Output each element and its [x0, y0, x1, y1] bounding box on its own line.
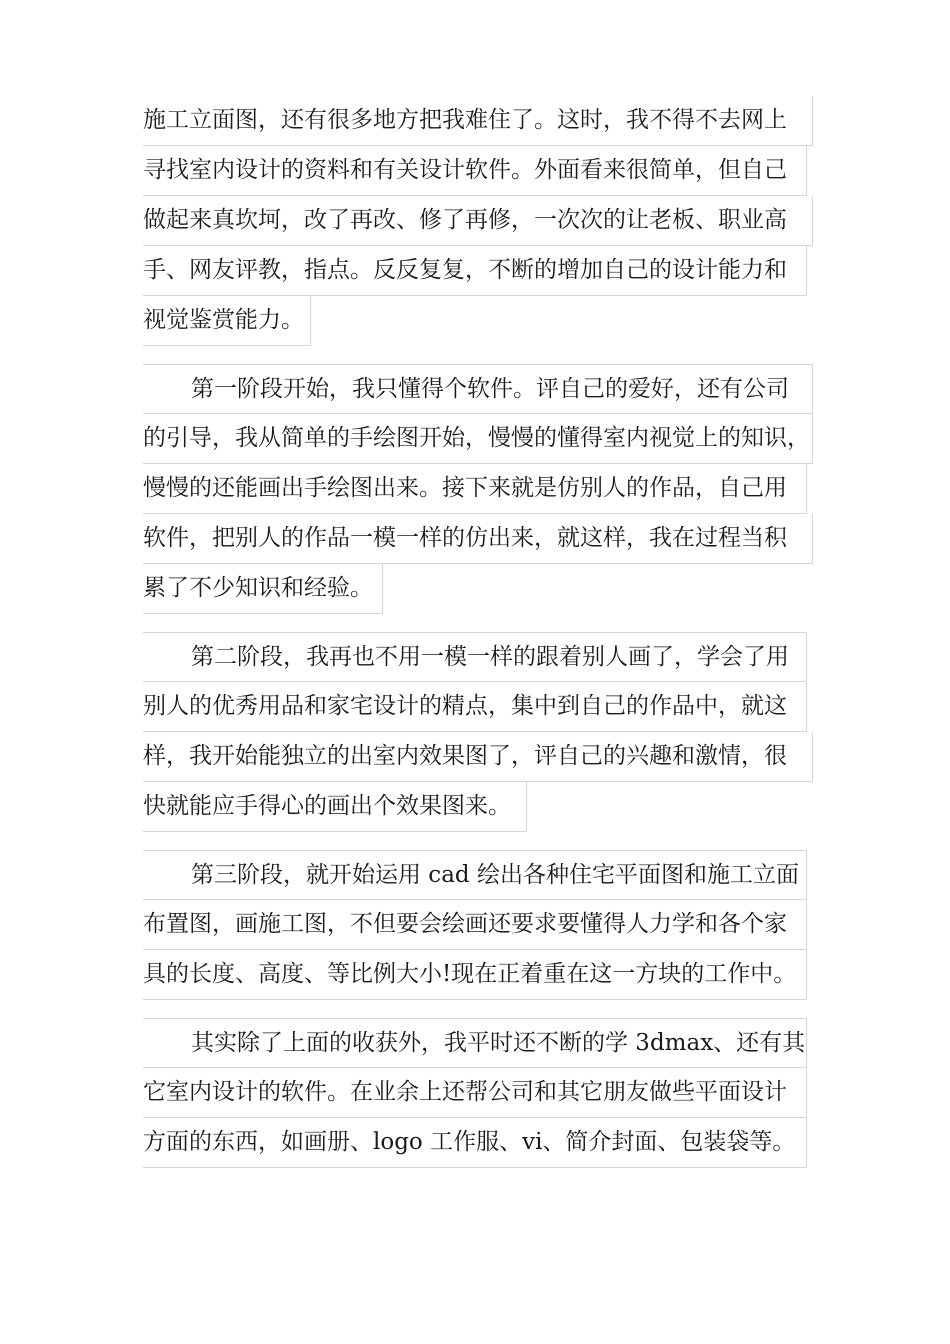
paragraph-1 — [143, 96, 813, 346]
text-line: 施工立面图，还有很多地方把我难住了。这时，我不得不去网上 — [143, 96, 813, 146]
text-line: 累了不少知识和经验。 — [143, 564, 383, 614]
text-line: 手、网友评教，指点。反反复复，不断的增加自己的设计能力和 — [143, 246, 807, 296]
text-line: 的引导，我从简单的手绘图开始，慢慢的懂得室内视觉上的知识， — [143, 414, 813, 464]
paragraph-3 — [143, 632, 813, 832]
text-line: 做起来真坎坷，改了再改、修了再修，一次次的让老板、职业高 — [143, 196, 813, 246]
paragraph-2 — [143, 364, 813, 614]
text-line: 别人的优秀用品和家宅设计的精点，集中到自己的作品中，就这 — [143, 682, 807, 732]
text-line: 视觉鉴赏能力。 — [143, 296, 311, 346]
text-line: 其实除了上面的收获外，我平时还不断的学 3dmax、还有其 — [143, 1018, 807, 1068]
text-line: 第一阶段开始，我只懂得个软件。评自己的爱好，还有公司 — [143, 364, 813, 414]
text-line: 慢慢的还能画出手绘图出来。接下来就是仿别人的作品，自己用 — [143, 464, 807, 514]
text-line: 第三阶段，就开始运用 cad 绘出各种住宅平面图和施工立面 — [143, 850, 807, 900]
text-line: 方面的东西，如画册、logo 工作服、vi、简介封面、包装袋等。 — [143, 1118, 807, 1168]
text-line: 寻找室内设计的资料和有关设计软件。外面看来很简单，但自己 — [143, 146, 807, 196]
paragraph-4 — [143, 850, 813, 1000]
text-line: 它室内设计的软件。在业余上还帮公司和其它朋友做些平面设计 — [143, 1068, 807, 1118]
text-line: 第二阶段，我再也不用一模一样的跟着别人画了，学会了用 — [143, 632, 807, 682]
document-body — [143, 96, 813, 1186]
paragraph-5 — [143, 1018, 813, 1168]
text-line: 快就能应手得心的画出个效果图来。 — [143, 782, 527, 832]
text-line: 具的长度、高度、等比例大小!现在正着重在这一方块的工作中。 — [143, 950, 807, 1000]
text-line: 布置图，画施工图，不但要会绘画还要求要懂得人力学和各个家 — [143, 900, 807, 950]
text-line: 软件，把别人的作品一模一样的仿出来，就这样，我在过程当积 — [143, 514, 813, 564]
text-line: 样，我开始能独立的出室内效果图了，评自己的兴趣和激情，很 — [143, 732, 813, 782]
